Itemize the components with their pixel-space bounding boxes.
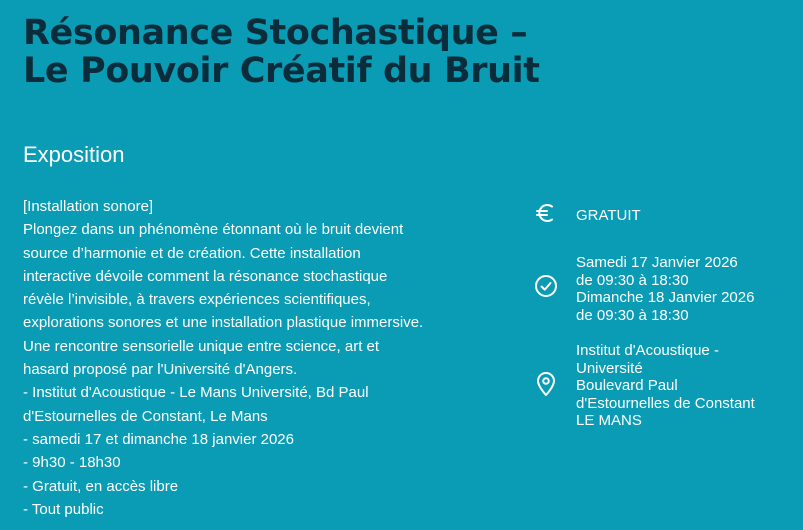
date-line: Samedi 17 Janvier 2026	[576, 254, 738, 271]
address-line: Institut d'Acoustique -	[576, 342, 719, 359]
description-line: explorations sonores et une installation plastique immersive.	[23, 314, 424, 332]
description-line: source d’harmonie et de création. Cette installation	[23, 244, 361, 262]
time-line: de 09:30 à 18:30	[576, 306, 689, 324]
address-line: Boulevard Paul	[576, 377, 678, 394]
description-line: [Installation sonore]	[23, 198, 154, 215]
city-line: LE MANS	[576, 412, 642, 429]
address-line: d'Estournelles de Constant	[576, 394, 755, 412]
date-line: Dimanche 18 Janvier 2026	[576, 289, 755, 306]
description-line: interactive dévoile comment la résonance stochastique	[23, 267, 388, 285]
description-line: hasard proposé par l'Université d'Angers.	[23, 361, 298, 379]
description-line: - samedi 17 et dimanche 18 janvier 2026	[23, 430, 294, 448]
description-line: Une rencontre sensorielle unique entre science, art et	[23, 337, 380, 355]
description-line: d'Estournelles de Constant, Le Mans	[23, 407, 268, 425]
description-line: révèle l’invisible, à travers expériences scientifiques,	[23, 291, 371, 309]
address-line: Université	[576, 359, 643, 377]
time-line: de 09:30 à 18:30	[576, 271, 689, 289]
description-line: - 9h30 - 18h30	[23, 454, 121, 472]
location-pin-icon	[533, 371, 559, 397]
description-line: Plongez dans un phénomène étonnant où le bruit devient	[23, 221, 404, 239]
euro-icon	[533, 200, 559, 226]
price-label: GRATUIT	[576, 207, 641, 224]
description-line: - Tout public	[23, 500, 104, 518]
clock-check-icon	[533, 273, 559, 299]
event-title: Résonance Stochastique – Le Pouvoir Créatif du Bruit	[23, 13, 540, 91]
event-description	[23, 195, 493, 521]
description-line: - Institut d'Acoustique - Le Mans Université, Bd Paul	[23, 384, 369, 402]
description-line: - Gratuit, en accès libre	[23, 477, 179, 495]
event-category: Exposition	[23, 142, 125, 167]
